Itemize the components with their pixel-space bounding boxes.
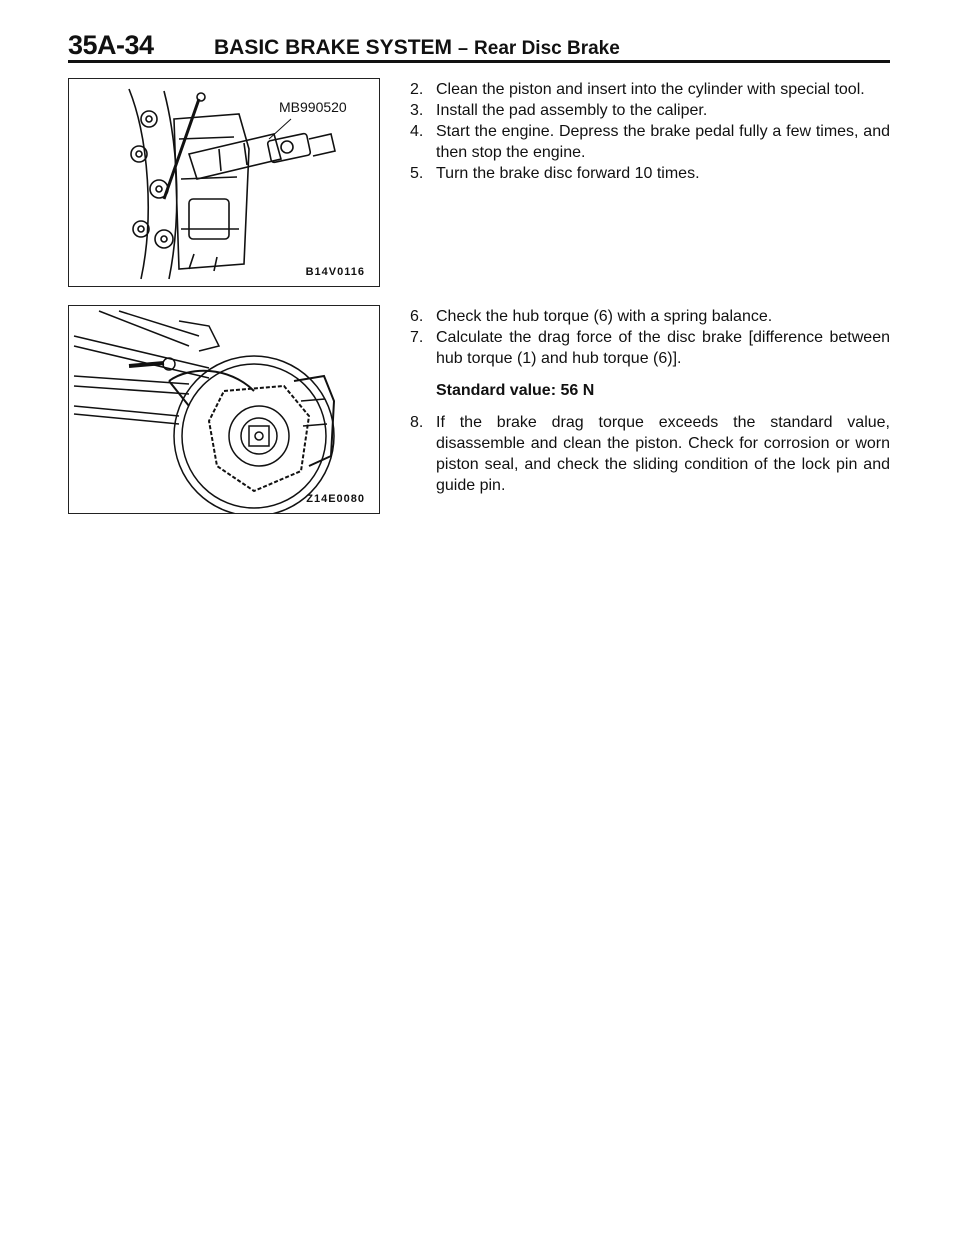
- step-number: 8.: [410, 414, 424, 431]
- step-item: [410, 79, 890, 100]
- step-item: [410, 100, 890, 121]
- step-text: Calculate the drag force of the disc brake [difference between hub torque (1) and hub torque (6)].: [436, 329, 890, 367]
- section-title: [214, 36, 620, 60]
- figure-code: B14V0116: [305, 266, 365, 278]
- figure-caliper-tool: [68, 78, 380, 287]
- figure-code: Z14E0080: [306, 493, 365, 505]
- step-number: 7.: [410, 329, 424, 346]
- hub-balance-illustration: [69, 306, 379, 513]
- step-text: Install the pad assembly to the caliper.: [436, 102, 708, 119]
- step-text: Turn the brake disc forward 10 times.: [436, 165, 700, 182]
- step-number: 4.: [410, 123, 424, 140]
- title-separator: –: [458, 38, 469, 58]
- step-text: If the brake drag torque exceeds the standard value, disassemble and clean the piston. Check for corrosion or worn piston seal, and check the sliding condition of the lock pin and guide pin.: [436, 414, 890, 494]
- step-text: Check the hub torque (6) with a spring balance.: [436, 308, 773, 325]
- step-number: 2.: [410, 81, 424, 98]
- page-number: 35A-34: [68, 30, 154, 60]
- procedure-steps-b: [410, 306, 890, 496]
- step-number: 3.: [410, 102, 424, 119]
- step-item: [410, 412, 890, 496]
- step-number: 5.: [410, 165, 424, 182]
- step-number: 6.: [410, 308, 424, 325]
- tool-callout: MB990520: [279, 99, 347, 115]
- standard-value: Standard value: 56 N: [436, 382, 595, 399]
- step-text: Start the engine. Depress the brake pedal fully a few times, and then stop the engine.: [436, 123, 890, 161]
- step-item: [410, 121, 890, 163]
- step-item: [410, 327, 890, 369]
- step-item: [410, 163, 890, 184]
- page-header: [68, 28, 890, 64]
- title-sub: Rear Disc Brake: [474, 38, 620, 59]
- figure-hub-spring-balance: [68, 305, 380, 514]
- step-item: [410, 306, 890, 327]
- step-text: Clean the piston and insert into the cylinder with special tool.: [436, 81, 865, 98]
- header-rule: [68, 60, 890, 63]
- title-main: BASIC BRAKE SYSTEM: [214, 36, 453, 59]
- procedure-steps-a: [410, 79, 890, 184]
